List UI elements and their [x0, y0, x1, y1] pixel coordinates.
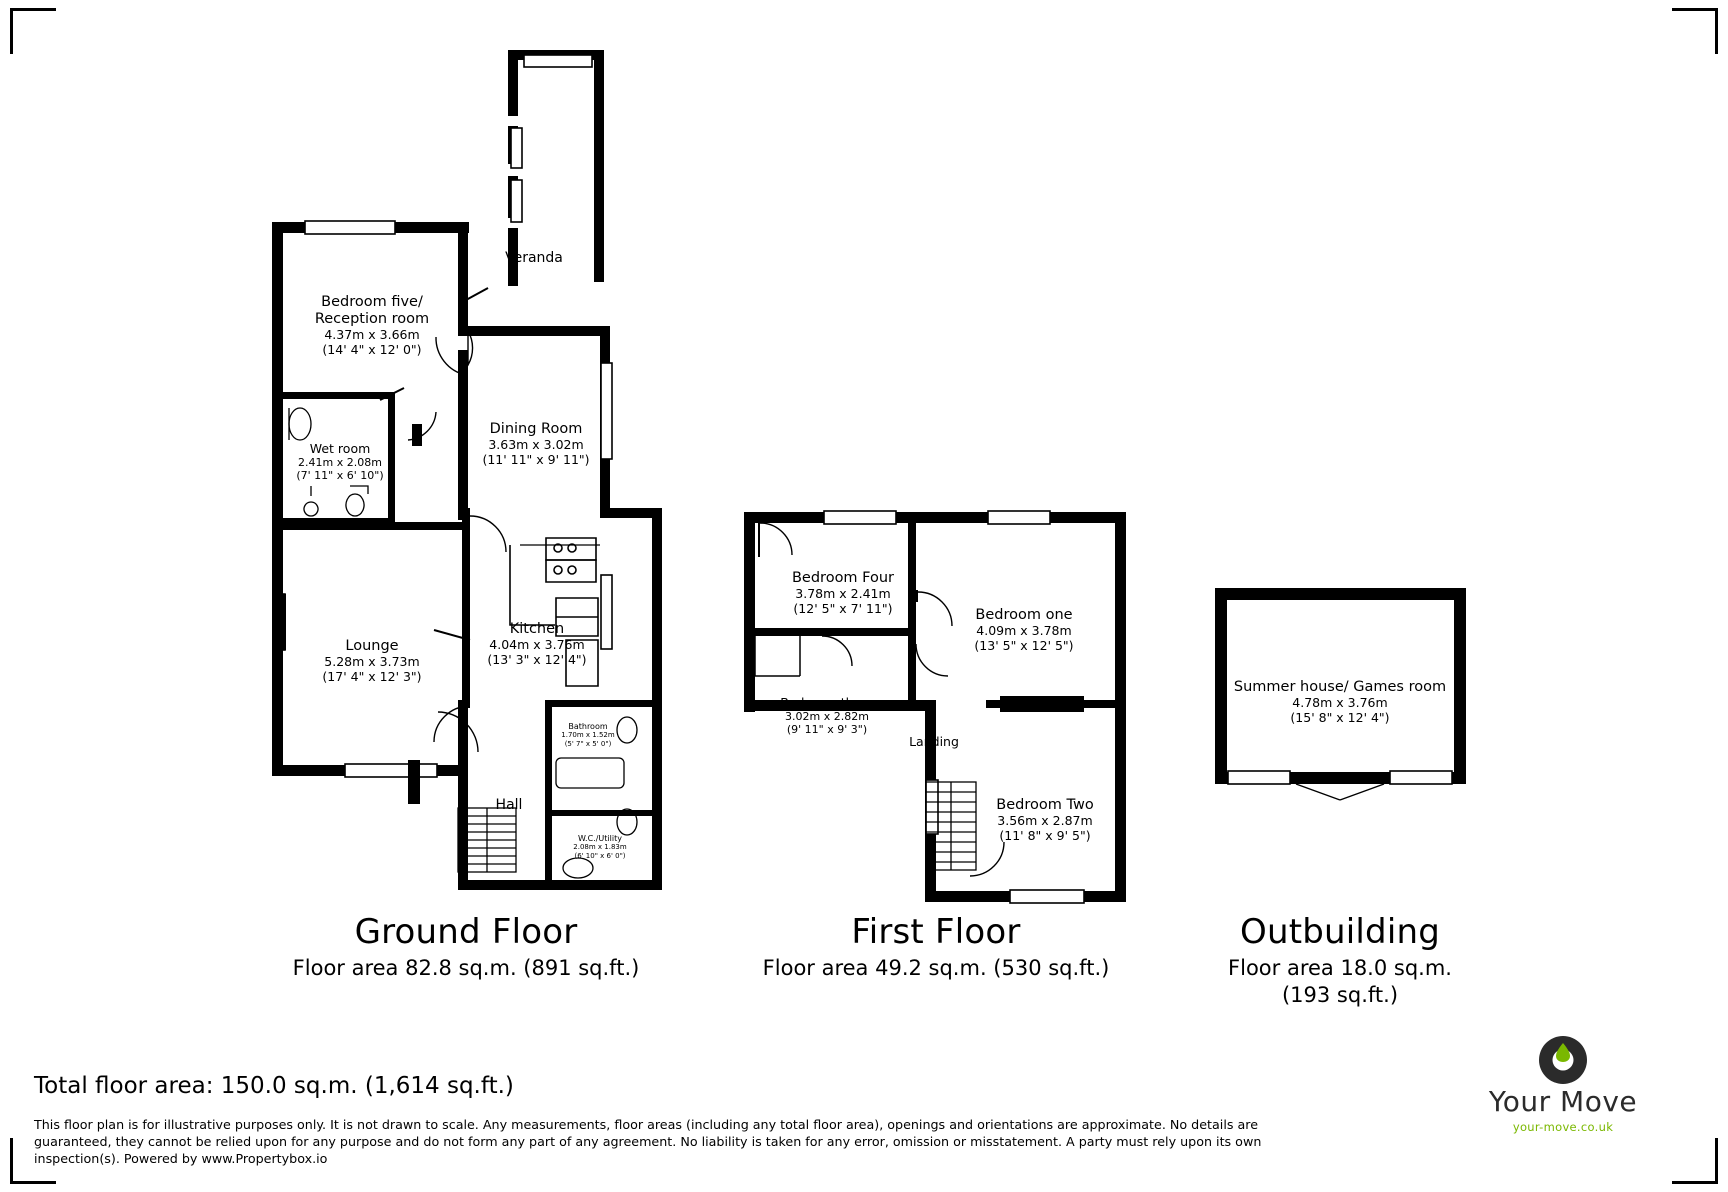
- floor-title-ground: Ground Floor Floor area 82.8 sq.m. (891 sq.ft.): [292, 912, 640, 981]
- room-label-bedroom-three: Bedroom three 3.02m x 2.82m (9' 11" x 9' 3"): [780, 695, 874, 736]
- room-label-lounge: Lounge 5.28m x 3.73m (17' 4" x 12' 3"): [322, 638, 422, 684]
- room-label-veranda: Veranda: [505, 250, 563, 266]
- room-label-bathroom: Bathroom 1.70m x 1.52m (5' 7" x 5' 0"): [561, 722, 615, 748]
- room-label-kitchen: Kitchen 4.04m x 3.76m (13' 3" x 12' 4"): [487, 621, 587, 667]
- room-label-bedroom-five: Bedroom five/ Reception room 4.37m x 3.66m (14' 4" x 12' 0"): [314, 294, 430, 357]
- room-label-wet-room: Wet room 2.41m x 2.08m (7' 11" x 6' 10"): [296, 441, 384, 482]
- first-floor-plan: [744, 511, 1126, 903]
- brand-name: Your Move: [1488, 1085, 1638, 1118]
- floor-title-outbuilding: Outbuilding Floor area 18.0 sq.m. (193 sq.ft.): [1228, 912, 1452, 1008]
- room-label-bedroom-one: Bedroom one 4.09m x 3.78m (13' 5" x 12' 5"): [974, 607, 1074, 653]
- total-floor-area: Total floor area: 150.0 sq.m. (1,614 sq.ft.): [34, 1073, 514, 1099]
- crop-mark-bottom-right: [1672, 1138, 1718, 1184]
- room-label-bedroom-four: Bedroom Four 3.78m x 2.41m (12' 5" x 7' 11"): [791, 570, 895, 616]
- room-label-bedroom-two: Bedroom Two 3.56m x 2.87m (11' 8" x 9' 5"): [996, 797, 1094, 843]
- room-label-hall: Hall: [495, 797, 523, 813]
- room-label-wc-utility: W.C./Utility 2.08m x 1.83m (6' 10" x 6' 0"): [573, 834, 627, 860]
- floor-title-first: First Floor Floor area 49.2 sq.m. (530 sq.ft.): [762, 912, 1110, 981]
- outbuilding-plan: [1215, 588, 1466, 800]
- brand-logo: [1428, 1034, 1698, 1134]
- room-label-landing: Landing: [909, 734, 959, 749]
- disclaimer-text: This floor plan is for illustrative purposes only. It is not drawn to scale. Any measurements, floor areas (including any total floor area), openings and orientations are approximate. No details are guaranteed, they cannot be relied upon for any purpose and do not form any part of any agreement. No liability is taken for any error, omission or misstatement. A party must rely upon its own inspection(s). Powered by www.Propertybox.io: [34, 1117, 1262, 1166]
- ground-floor-plan: [272, 50, 662, 890]
- your-move-logo-icon: [1537, 1034, 1589, 1086]
- room-label-summer-house: Summer house/ Games room 4.78m x 3.76m (15' 8" x 12' 4"): [1233, 679, 1447, 725]
- room-label-dining-room: Dining Room 3.63m x 3.02m (11' 11" x 9' 11"): [482, 421, 590, 467]
- brand-url: your-move.co.uk: [1512, 1120, 1614, 1134]
